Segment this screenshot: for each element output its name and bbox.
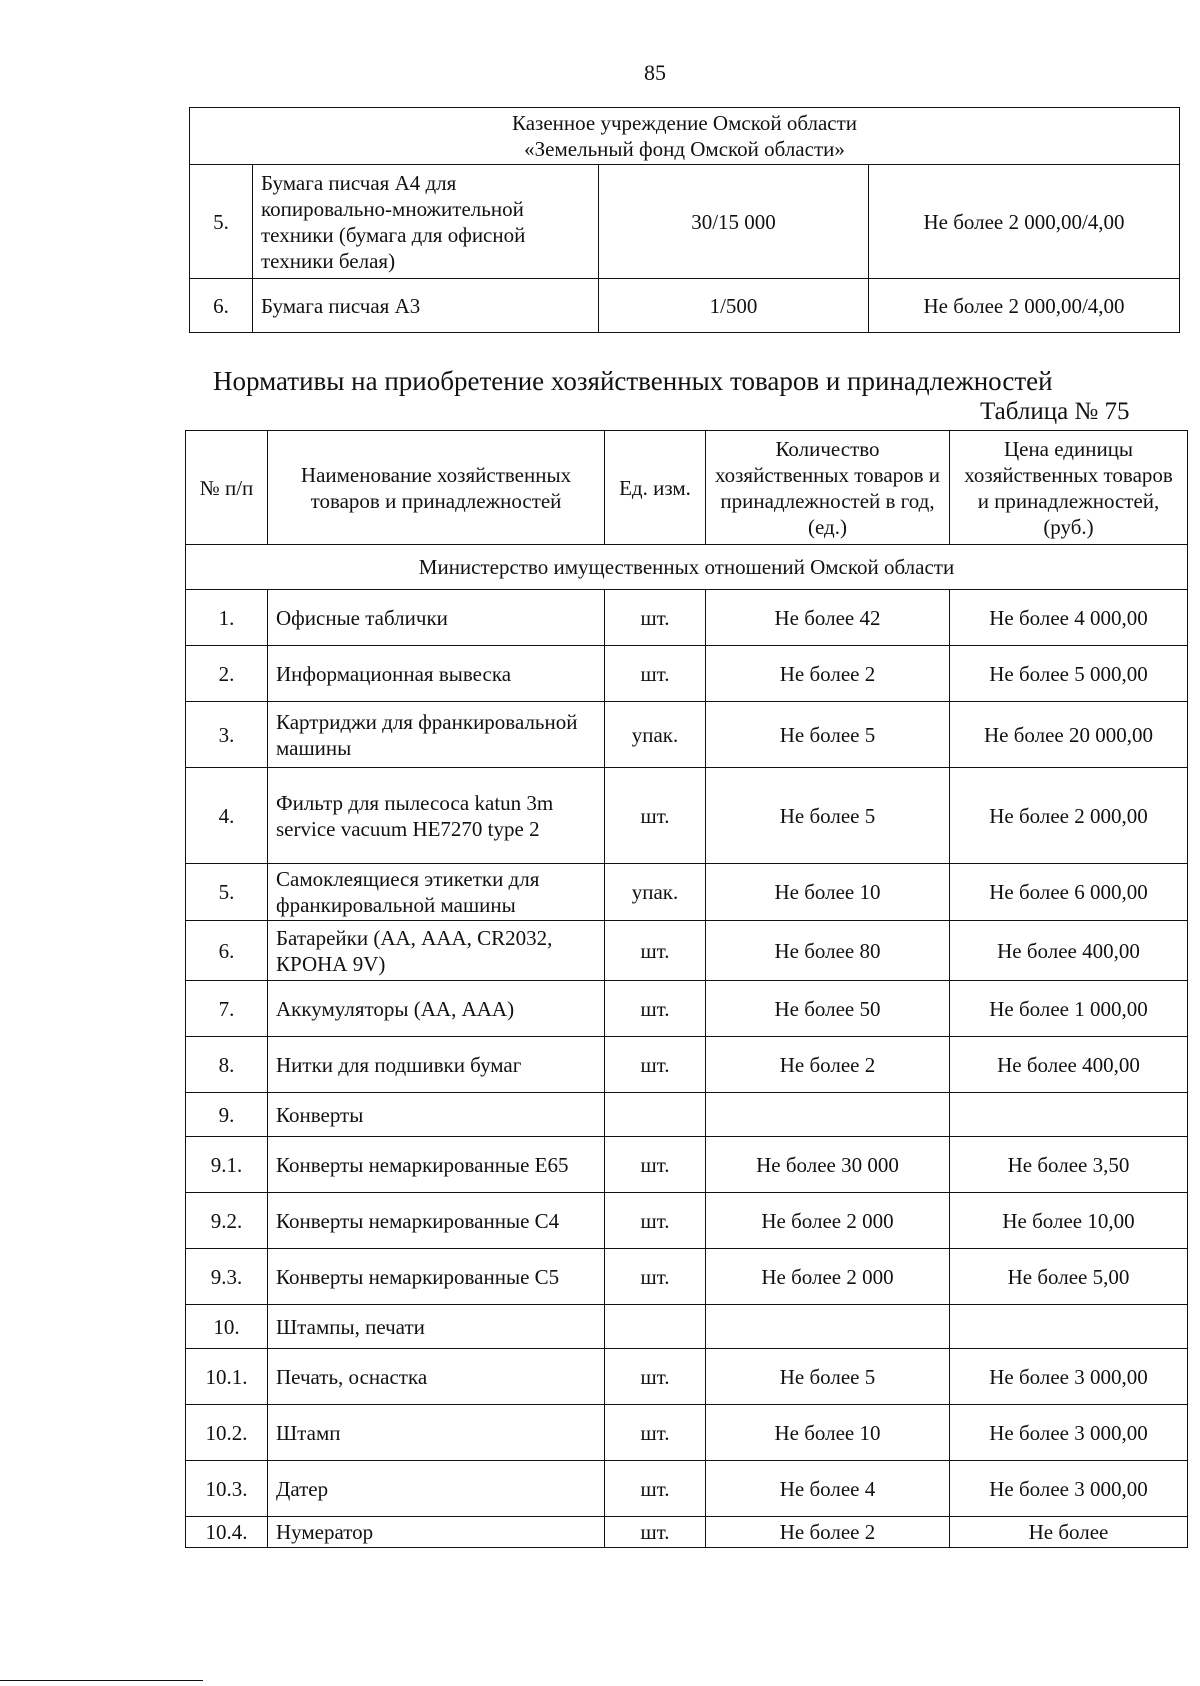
row-number: 6. — [186, 921, 268, 981]
item-quantity: Не более 30 000 — [706, 1137, 950, 1193]
row-number: 6. — [190, 279, 253, 333]
item-quantity: Не более 50 — [706, 981, 950, 1037]
item-unit: шт. — [605, 1037, 706, 1093]
top-table — [189, 107, 1180, 333]
row-number: 2. — [186, 646, 268, 702]
section-title-line-2: «Земельный фонд Омской области» — [524, 137, 845, 161]
table-row — [186, 1349, 1188, 1405]
item-unit: шт. — [605, 1461, 706, 1517]
item-name: Штамп — [268, 1405, 605, 1461]
item-quantity: Не более 2 — [706, 646, 950, 702]
item-unit — [605, 1093, 706, 1137]
row-number: 7. — [186, 981, 268, 1037]
row-number: 10.2. — [186, 1405, 268, 1461]
item-quantity: Не более 5 — [706, 1349, 950, 1405]
item-quantity: Не более 2 000 — [706, 1193, 950, 1249]
item-quantity: 30/15 000 — [599, 165, 869, 279]
row-number: 3. — [186, 702, 268, 768]
row-number: 4. — [186, 768, 268, 864]
item-name: Самоклеящиеся этикетки для франкировальной машины — [268, 864, 605, 921]
table-row — [186, 1093, 1188, 1137]
item-unit: шт. — [605, 1517, 706, 1548]
header-row — [186, 431, 1188, 545]
table-row — [190, 279, 1180, 333]
item-price — [950, 1093, 1188, 1137]
table-row — [186, 981, 1188, 1037]
item-quantity — [706, 1093, 950, 1137]
item-quantity: Не более 80 — [706, 921, 950, 981]
row-number: 8. — [186, 1037, 268, 1093]
item-unit: упак. — [605, 864, 706, 921]
row-number: 9.2. — [186, 1193, 268, 1249]
item-unit — [605, 1305, 706, 1349]
item-quantity — [706, 1305, 950, 1349]
header-price: Цена единицы хозяйственных товаров и принадлежностей, (руб.) — [950, 431, 1188, 545]
item-price: Не более 400,00 — [950, 921, 1188, 981]
item-quantity: 1/500 — [599, 279, 869, 333]
item-quantity: Не более 2 000 — [706, 1249, 950, 1305]
table-label: Таблица № 75 — [980, 398, 1130, 425]
item-name: Нитки для подшивки бумаг — [268, 1037, 605, 1093]
row-number: 10.3. — [186, 1461, 268, 1517]
header-unit: Ед. изм. — [605, 431, 706, 545]
item-name: Бумага писчая А3 — [253, 279, 599, 333]
row-number: 9. — [186, 1093, 268, 1137]
header-num: № п/п — [186, 431, 268, 545]
item-price: Не более 400,00 — [950, 1037, 1188, 1093]
table-row — [190, 165, 1180, 279]
top-table-section-row — [190, 108, 1180, 165]
table-row — [186, 590, 1188, 646]
item-name: Конверты немаркированные Е65 — [268, 1137, 605, 1193]
margin-line — [0, 1680, 203, 1681]
item-price: Не более 10,00 — [950, 1193, 1188, 1249]
item-unit: шт. — [605, 1193, 706, 1249]
item-price: Не более 3,50 — [950, 1137, 1188, 1193]
section-title: Министерство имущественных отношений Омской области — [186, 545, 1188, 590]
row-number: 9.1. — [186, 1137, 268, 1193]
row-number: 5. — [186, 864, 268, 921]
item-name: Аккумуляторы (АА, ААА) — [268, 981, 605, 1037]
item-price: Не более 5,00 — [950, 1249, 1188, 1305]
item-price: Не более — [950, 1517, 1188, 1548]
item-unit: шт. — [605, 1405, 706, 1461]
row-number: 10.4. — [186, 1517, 268, 1548]
item-unit: шт. — [605, 590, 706, 646]
table-row — [186, 1461, 1188, 1517]
table-row — [186, 1249, 1188, 1305]
table-row — [186, 768, 1188, 864]
header-quantity: Количество хозяйственных товаров и принадлежностей в год, (ед.) — [706, 431, 950, 545]
item-price: Не более 2 000,00/4,00 — [869, 279, 1180, 333]
item-name: Печать, оснастка — [268, 1349, 605, 1405]
row-number: 10.1. — [186, 1349, 268, 1405]
item-quantity: Не более 10 — [706, 864, 950, 921]
section-row — [186, 545, 1188, 590]
table-row — [186, 1517, 1188, 1548]
item-unit: упак. — [605, 702, 706, 768]
item-name: Конверты — [268, 1093, 605, 1137]
row-number: 5. — [190, 165, 253, 279]
item-price: Не более 3 000,00 — [950, 1461, 1188, 1517]
item-quantity: Не более 10 — [706, 1405, 950, 1461]
item-price: Не более 4 000,00 — [950, 590, 1188, 646]
table-row — [186, 1305, 1188, 1349]
item-name: Батарейки (АА, ААА, CR2032, КРОНА 9V) — [268, 921, 605, 981]
item-quantity: Не более 4 — [706, 1461, 950, 1517]
item-quantity: Не более 42 — [706, 590, 950, 646]
item-price: Не более 1 000,00 — [950, 981, 1188, 1037]
item-price: Не более 20 000,00 — [950, 702, 1188, 768]
item-unit: шт. — [605, 981, 706, 1037]
item-name: Картриджи для франкировальной машины — [268, 702, 605, 768]
table-row — [186, 864, 1188, 921]
table-row — [186, 1405, 1188, 1461]
item-price: Не более 3 000,00 — [950, 1349, 1188, 1405]
item-name: Датер — [268, 1461, 605, 1517]
item-quantity: Не более 2 — [706, 1037, 950, 1093]
item-unit: шт. — [605, 1349, 706, 1405]
item-name: Конверты немаркированные С5 — [268, 1249, 605, 1305]
table-row — [186, 1137, 1188, 1193]
table-row — [186, 1193, 1188, 1249]
item-price: Не более 2 000,00/4,00 — [869, 165, 1180, 279]
item-name: Информационная вывеска — [268, 646, 605, 702]
item-quantity: Не более 2 — [706, 1517, 950, 1548]
item-price — [950, 1305, 1188, 1349]
item-price: Не более 3 000,00 — [950, 1405, 1188, 1461]
section-heading: Нормативы на приобретение хозяйственных товаров и принадлежностей — [213, 366, 1053, 396]
row-number: 1. — [186, 590, 268, 646]
item-name: Офисные таблички — [268, 590, 605, 646]
item-name: Штампы, печати — [268, 1305, 605, 1349]
item-name: Фильтр для пылесоса katun 3m service vacuum HE7270 type 2 — [268, 768, 605, 864]
item-unit: шт. — [605, 921, 706, 981]
header-name: Наименование хозяйственных товаров и принадлежностей — [268, 431, 605, 545]
item-unit: шт. — [605, 768, 706, 864]
item-unit: шт. — [605, 1249, 706, 1305]
table-row — [186, 646, 1188, 702]
item-name: Конверты немаркированные С4 — [268, 1193, 605, 1249]
table-row — [186, 921, 1188, 981]
item-quantity: Не более 5 — [706, 768, 950, 864]
section-title-line-1: Казенное учреждение Омской области — [512, 111, 858, 135]
item-price: Не более 6 000,00 — [950, 864, 1188, 921]
table-row — [186, 1037, 1188, 1093]
item-unit: шт. — [605, 1137, 706, 1193]
page-number: 85 — [644, 60, 666, 85]
item-price: Не более 2 000,00 — [950, 768, 1188, 864]
item-price: Не более 5 000,00 — [950, 646, 1188, 702]
main-table — [185, 430, 1188, 1548]
table-row — [186, 702, 1188, 768]
item-name: Нумератор — [268, 1517, 605, 1548]
row-number: 10. — [186, 1305, 268, 1349]
item-name: Бумага писчая А4 для копировально-множительной техники (бумага для офисной техники белая) — [253, 165, 599, 279]
section-title — [190, 108, 1180, 165]
item-quantity: Не более 5 — [706, 702, 950, 768]
row-number: 9.3. — [186, 1249, 268, 1305]
table-body — [186, 590, 1188, 1548]
item-unit: шт. — [605, 646, 706, 702]
